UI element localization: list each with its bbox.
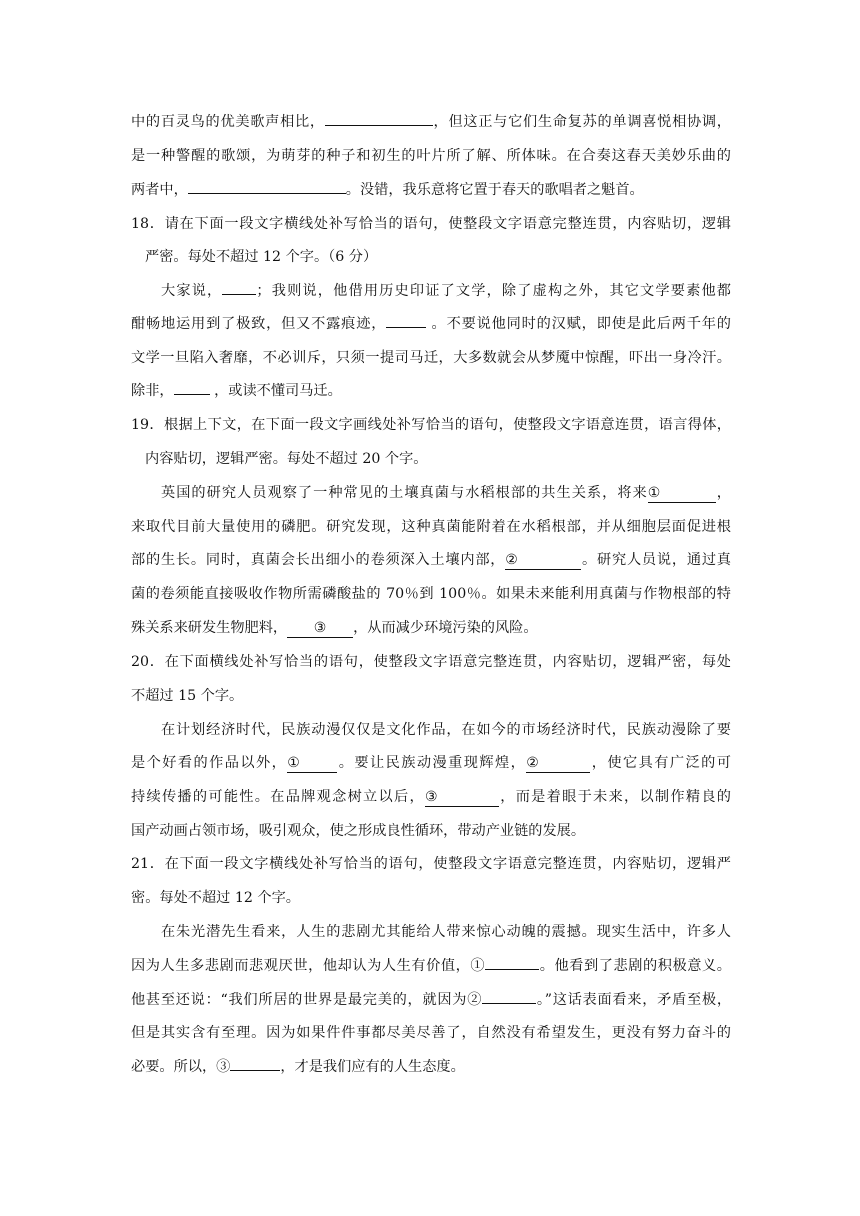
- q20-line-2: 是个好看的作品以外，① 。要让民族动漫重现辉煌，② ，使它具有广泛的可: [131, 755, 731, 771]
- q21-line-5: 必要。所以，③ ，才是我们应有的人生态度。: [131, 1059, 465, 1075]
- q18-line-1: 大家说， ；我则说，他借用历史印证了文学，除了虚构之外，其它文学要素他都: [161, 283, 731, 299]
- q21-line-4: 但是其实含有至理。因为如果件件事都尽美尽善了，自然没有希望发生，更没有努力奋斗的: [131, 1025, 731, 1041]
- q20-stem-line-1: 20．在下面横线处补写恰当的语句，使整段文字语意完整连贯，内容贴切，逻辑严密，每处: [131, 654, 731, 670]
- q19-line-3: 部的生长。同时，真菌会长出细小的卷须深入土壤内部，② 。研究人员说，通过真: [131, 552, 731, 568]
- q18-line-3: 文学一旦陷入奢靡，不必训斥，只须一提司马迁，大多数就会从梦魇中惊醒，吓出一身冷汗。: [131, 350, 731, 366]
- answer-blank-3: ③: [287, 619, 353, 638]
- q18-line-2: 酣畅地运用到了极致，但又不露痕迹， 。不要说他同时的汉赋，即使是此后两千年的: [131, 316, 731, 332]
- answer-blank-1: [485, 969, 539, 970]
- q19-stem-line-2: 内容贴切，逻辑严密。每处不超过 20 个字。: [145, 451, 428, 467]
- q21-stem-line-1: 21．在下面一段文字横线处补写恰当的语句，使整段文字语意完整连贯，内容贴切，逻辑严: [131, 856, 731, 872]
- q19-line-5: 殊关系来研发生物肥料， ③ ，从而减少环境污染的风险。: [131, 620, 538, 636]
- q17-line-2: 是一种警醒的歌颂，为萌芽的种子和初生的叶片所了解、所体味。在合奏这春天美妙乐曲的: [131, 148, 731, 164]
- q19-stem-line-1: 19．根据上下文，在下面一段文字画线处补写恰当的语句，使整段文字语意连贯，语言得体，: [131, 417, 731, 433]
- answer-blank-1: ①: [287, 754, 337, 773]
- answer-blank: [386, 327, 426, 328]
- answer-blank-3: ③: [425, 788, 499, 807]
- q20-line-1: 在计划经济时代，民族动漫仅仅是文化作品，在如今的市场经济时代，民族动漫除了要: [161, 722, 731, 738]
- q21-stem-line-2: 密。每处不超过 12 个字。: [131, 890, 300, 906]
- q20-line-4: 国产动画占领市场，吸引观众，使之形成良性循环，带动产业链的发展。: [131, 823, 586, 839]
- q18-line-4: 除非， ，或读不懂司马迁。: [131, 383, 342, 399]
- q18-stem-line-2: 严密。每处不超过 12 个字。（6 分）: [145, 249, 378, 265]
- answer-blank: [325, 125, 433, 126]
- q20-stem-line-2: 不超过 15 个字。: [131, 688, 244, 704]
- answer-blank: [174, 394, 210, 395]
- q20-line-3: 持续传播的可能性。在品牌观念树立以后，③ ，而是着眼于未来，以制作精良的: [131, 789, 731, 805]
- answer-blank-2: ②: [505, 551, 581, 570]
- answer-blank: [222, 294, 256, 295]
- q19-line-4: 菌的卷须能直接吸收作物所需磷酸盐的 70％到 100％。如果未来能利用真菌与作物根部的特: [131, 586, 731, 602]
- answer-blank-2: [482, 1003, 536, 1004]
- answer-blank-1: ①: [648, 484, 716, 503]
- q21-line-2: 因为人生多悲剧而悲观厌世，他却认为人生有价值，① 。他看到了悲剧的积极意义。: [131, 958, 731, 974]
- q17-line-3: 两者中， 。没错，我乐意将它置于春天的歌唱者之魁首。: [131, 182, 644, 198]
- answer-blank: [188, 193, 346, 194]
- q19-line-1: 英国的研究人员观察了一种常见的土壤真菌与水稻根部的共生关系，将来① ，: [161, 485, 731, 501]
- answer-blank-2: ②: [526, 754, 590, 773]
- q18-stem-line-1: 18．请在下面一段文字横线处补写恰当的语句，使整段文字语意完整连贯，内容贴切，逻辑: [131, 216, 731, 232]
- q21-line-3: 他甚至还说：“我们所居的世界是最完美的，就因为② 。”这话表面看来，矛盾至极，: [131, 992, 732, 1008]
- q21-line-1: 在朱光潜先生看来，人生的悲剧尤其能给人带来惊心动魄的震撼。现实生活中，许多人: [161, 924, 731, 940]
- answer-blank-3: [230, 1070, 280, 1071]
- q17-line-1: 中的百灵鸟的优美歌声相比， ，但这正与它们生命复苏的单调喜悦相协调，: [131, 114, 731, 130]
- q19-line-2: 来取代目前大量使用的磷肥。研究发现，这种真菌能附着在水稻根部，并从细胞层面促进根: [131, 519, 731, 535]
